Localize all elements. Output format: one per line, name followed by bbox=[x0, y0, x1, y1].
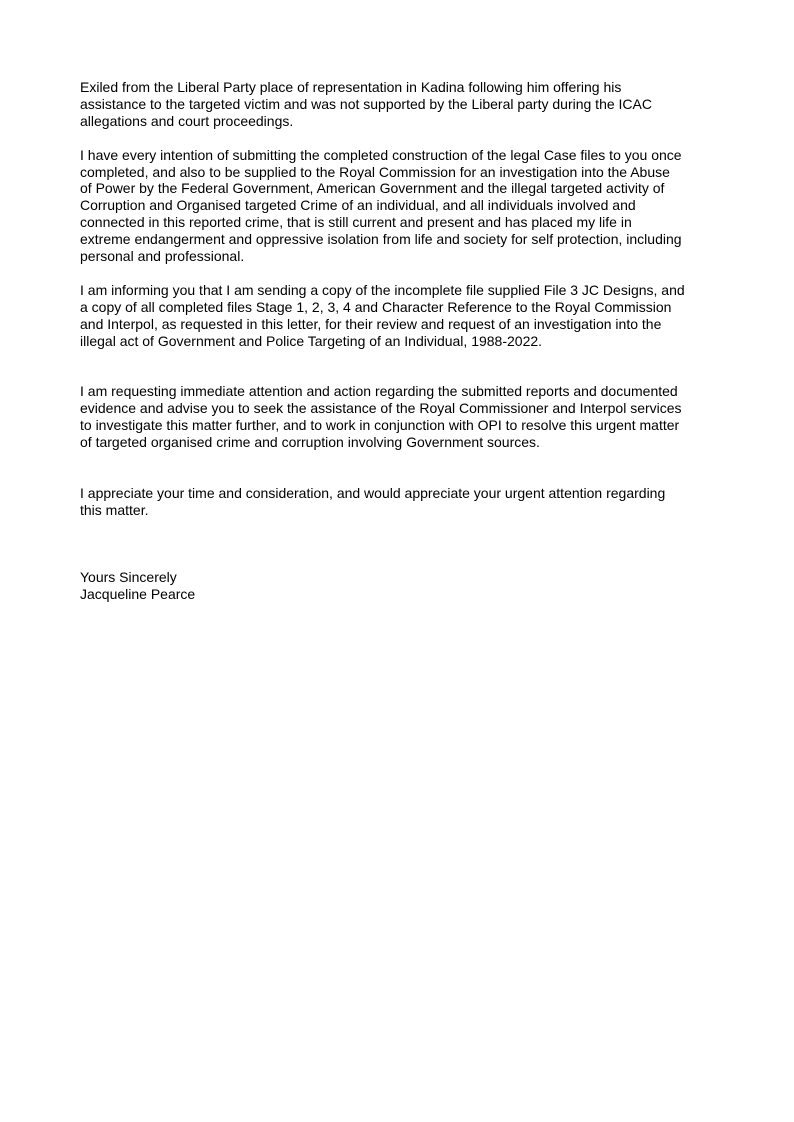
paragraph-appreciation bbox=[80, 485, 720, 519]
text-line: of targeted organised crime and corruption involving Government sources. bbox=[80, 433, 540, 450]
paragraph-spacer bbox=[80, 130, 720, 147]
text-line: Exiled from the Liberal Party place of representation in Kadina following him offering his bbox=[80, 79, 622, 95]
text-line: connected in this reported crime, that is still current and present and has placed my life in bbox=[80, 214, 632, 231]
text-line: evidence and advise you to seek the assistance of the Royal Commissioner and Interpol services bbox=[80, 400, 682, 417]
text-line: I am informing you that I am sending a copy of the incomplete file supplied File 3 JC Designs, and bbox=[80, 281, 685, 298]
text-line: Corruption and Organised targeted Crime of an individual, and all individuals involved and bbox=[80, 197, 636, 214]
text-line: allegations and court proceedings. bbox=[80, 112, 294, 129]
letter-body bbox=[80, 79, 720, 603]
paragraph-copies-sent bbox=[80, 282, 720, 350]
text-line: I have every intention of submitting the completed construction of the legal Case files to you once bbox=[80, 146, 682, 163]
text-line: of Power by the Federal Government, American Government and the illegal targeted activity of bbox=[80, 180, 665, 197]
paragraph-spacer bbox=[80, 349, 720, 383]
text-line: a copy of all completed files Stage 1, 2, 3, 4 and Character Reference to the Royal Commission bbox=[80, 298, 672, 315]
paragraph-party-exile bbox=[80, 79, 720, 130]
closing-salutation: Yours Sincerely bbox=[80, 569, 177, 586]
sign-off bbox=[80, 569, 720, 603]
text-line: illegal act of Government and Police Targeting of an Individual, 1988-2022. bbox=[80, 332, 543, 349]
paragraph-spacer bbox=[80, 451, 720, 485]
text-line: I am requesting immediate attention and action regarding the submitted reports and documented bbox=[80, 383, 678, 400]
paragraph-spacer bbox=[80, 519, 720, 570]
paragraph-request-action bbox=[80, 383, 720, 451]
paragraph-spacer bbox=[80, 265, 720, 282]
text-line: extreme endangerment and oppressive isolation from life and society for self protection, including bbox=[80, 231, 682, 248]
text-line: I appreciate your time and consideration, and would appreciate your urgent attention regarding bbox=[80, 484, 666, 501]
text-line: to investigate this matter further, and to work in conjunction with OPI to resolve this urgent matter bbox=[80, 417, 680, 434]
text-line: assistance to the targeted victim and was not supported by the Liberal party during the ICAC bbox=[80, 95, 652, 112]
paragraph-case-files-intent bbox=[80, 147, 720, 265]
signatory-name: Jacqueline Pearce bbox=[80, 586, 196, 603]
text-line: completed, and also to be supplied to the Royal Commission for an investigation into the Abuse bbox=[80, 163, 670, 180]
text-line: personal and professional. bbox=[80, 248, 245, 265]
text-line: and Interpol, as requested in this letter, for their review and request of an investigation into the bbox=[80, 315, 662, 332]
text-line: this matter. bbox=[80, 501, 149, 518]
